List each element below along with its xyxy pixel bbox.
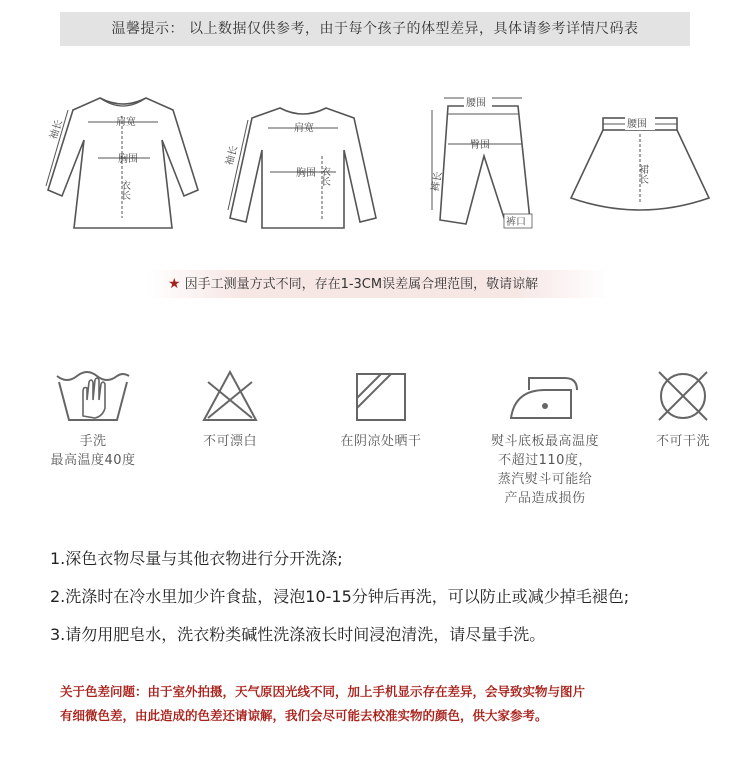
star-icon: ★ bbox=[168, 276, 181, 292]
pants-hip-label: 臀围 bbox=[470, 140, 490, 151]
care-iron bbox=[470, 368, 620, 508]
no-bleach-icon bbox=[200, 368, 260, 424]
shirt-shoulder-label: 肩宽 bbox=[294, 123, 314, 134]
shirt-sleeve-label: 袖长 bbox=[224, 144, 241, 167]
shirt-length-label: 衣长 bbox=[318, 166, 330, 186]
care-no-dry-clean bbox=[618, 368, 748, 451]
size-tip-banner: 温馨提示： 以上数据仅供参考，由于每个孩子的体型差异，具体请参考详情尺码表 bbox=[60, 12, 690, 46]
dress-shoulder-label: 肩宽 bbox=[116, 117, 136, 128]
care-no-bleach bbox=[165, 368, 295, 451]
wash-instructions bbox=[50, 545, 730, 659]
measurement-note bbox=[148, 270, 608, 298]
pants-waist-label: 腰围 bbox=[466, 98, 486, 109]
care-no-bleach-label: 不可漂白 bbox=[202, 434, 257, 449]
skirt-waist-label: 腰围 bbox=[627, 119, 647, 130]
measurement-note-text: 因手工测量方式不同，存在1-3CM误差属合理范围，敬请谅解 bbox=[184, 277, 539, 292]
wash-instruction-item: 2.洗涤时在冷水里加少许食盐，浸泡10-15分钟后再洗，可以防止或减少掉毛褪色; bbox=[50, 587, 630, 606]
dress-length-label: 衣长 bbox=[118, 180, 130, 200]
skirt-length-label: 裙长 bbox=[636, 164, 648, 184]
wash-instruction-item: 1.深色衣物尽量与其他衣物进行分开洗涤; bbox=[50, 549, 343, 568]
dress-sleeve-label: 袖长 bbox=[48, 118, 66, 141]
care-iron-label: 熨斗底板最高温度 不超过110度， 蒸汽熨斗可能给 产品造成损伤 bbox=[490, 434, 599, 506]
shade-dry-icon bbox=[351, 368, 411, 424]
iron-icon bbox=[505, 368, 585, 424]
color-note-line: 有细微色差，由此造成的色差还请谅解，我们会尽可能去校准实物的颜色，供大家参考。 bbox=[60, 708, 548, 723]
care-hand-wash-label: 手洗 最高温度40度 bbox=[50, 434, 136, 468]
color-note-line: 关于色差问题：由于室外拍摄，天气原因光线不同，加上手机显示存在差异，会导致实物与图片 bbox=[60, 684, 586, 699]
color-difference-note bbox=[60, 680, 740, 728]
wash-instruction-item: 3.请勿用肥皂水，洗衣粉类碱性洗涤液长时间浸泡清洗，请尽量手洗。 bbox=[50, 625, 546, 644]
care-shade-dry-label: 在阴凉处晒干 bbox=[340, 434, 422, 449]
care-shade-dry bbox=[316, 368, 446, 451]
care-no-dry-clean-label: 不可干洗 bbox=[655, 434, 710, 449]
pants-leg-opening-label: 裤口 bbox=[506, 217, 526, 228]
dress-diagram bbox=[38, 88, 208, 238]
no-dry-clean-icon bbox=[653, 368, 713, 424]
dress-chest-label: 胸围 bbox=[118, 154, 138, 165]
care-hand-wash bbox=[28, 368, 158, 470]
shirt-diagram bbox=[218, 100, 388, 235]
hand-wash-icon bbox=[53, 368, 133, 424]
pants-diagram bbox=[418, 92, 548, 242]
skirt-diagram bbox=[565, 112, 715, 222]
shirt-chest-label: 胸围 bbox=[296, 168, 316, 179]
pants-length-label: 裤长 bbox=[430, 170, 445, 193]
